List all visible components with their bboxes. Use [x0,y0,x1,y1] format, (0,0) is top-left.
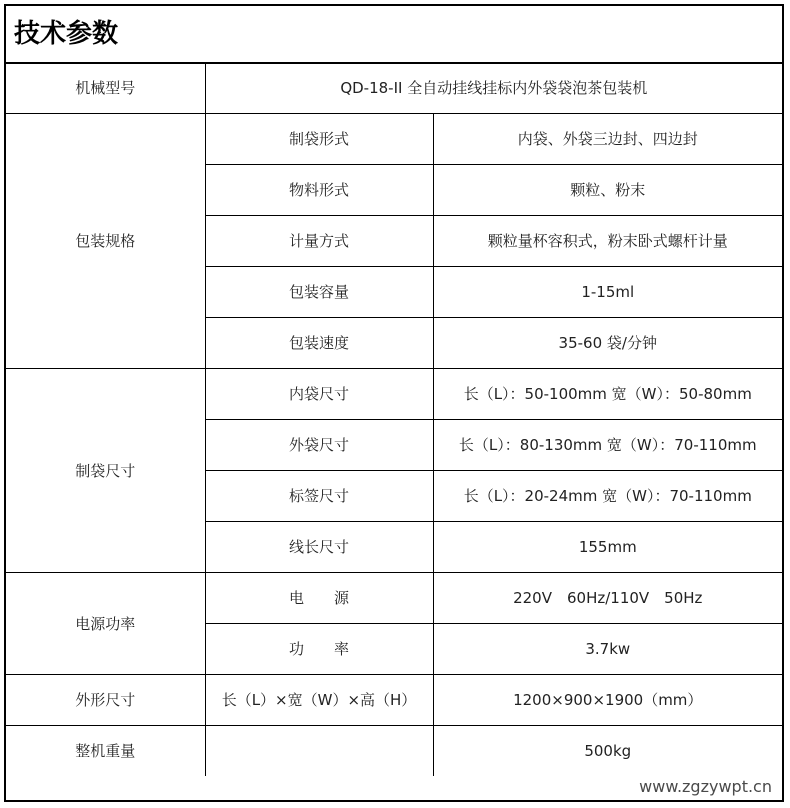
spec-label: 电 源 [205,572,433,623]
spec-table [6,62,782,776]
spec-value: 长（L）：20-24mm 宽（W）：70-110mm [433,470,782,521]
spec-label: 内袋尺寸 [205,368,433,419]
spec-value: 内袋、外袋三边封、四边封 [433,113,782,164]
table-row [6,572,782,623]
spec-label: 计量方式 [205,215,433,266]
weight-sublabel [205,725,433,776]
model-value: QD-18-II 全自动挂线挂标内外袋袋泡茶包装机 [205,62,782,113]
spec-label: 标签尺寸 [205,470,433,521]
bag-size-group-label: 制袋尺寸 [6,368,205,572]
spec-label: 包装速度 [205,317,433,368]
table-row-model [6,62,782,113]
table-row-dimensions [6,674,782,725]
weight-value: 500kg [433,725,782,776]
spec-value: 颗粒量杯容积式，粉末卧式螺杆计量 [433,215,782,266]
spec-label: 功 率 [205,623,433,674]
spec-value: 颗粒、粉末 [433,164,782,215]
spec-value: 长（L）：50-100mm 宽（W）：50-80mm [433,368,782,419]
table-row-weight [6,725,782,776]
table-row [6,113,782,164]
spec-value: 35-60 袋/分钟 [433,317,782,368]
spec-label: 外袋尺寸 [205,419,433,470]
dimensions-label: 外形尺寸 [6,674,205,725]
spec-value: 155mm [433,521,782,572]
spec-label: 制袋形式 [205,113,433,164]
spec-value: 3.7kw [433,623,782,674]
spec-value: 1-15ml [433,266,782,317]
spec-sheet [4,4,784,802]
dimensions-value: 1200×900×1900（mm） [433,674,782,725]
dimensions-sublabel: 长（L）×宽（W）×高（H） [205,674,433,725]
power-group-label: 电源功率 [6,572,205,674]
spec-value: 长（L）：80-130mm 宽（W）：70-110mm [433,419,782,470]
watermark: www.zgzywpt.cn [635,775,776,798]
spec-label: 物料形式 [205,164,433,215]
packaging-group-label: 包装规格 [6,113,205,368]
weight-label: 整机重量 [6,725,205,776]
spec-value: 220V 60Hz/110V 50Hz [433,572,782,623]
page-title: 技术参数 [6,6,782,64]
spec-label: 包装容量 [205,266,433,317]
spec-label: 线长尺寸 [205,521,433,572]
model-label: 机械型号 [6,62,205,113]
table-row [6,368,782,419]
